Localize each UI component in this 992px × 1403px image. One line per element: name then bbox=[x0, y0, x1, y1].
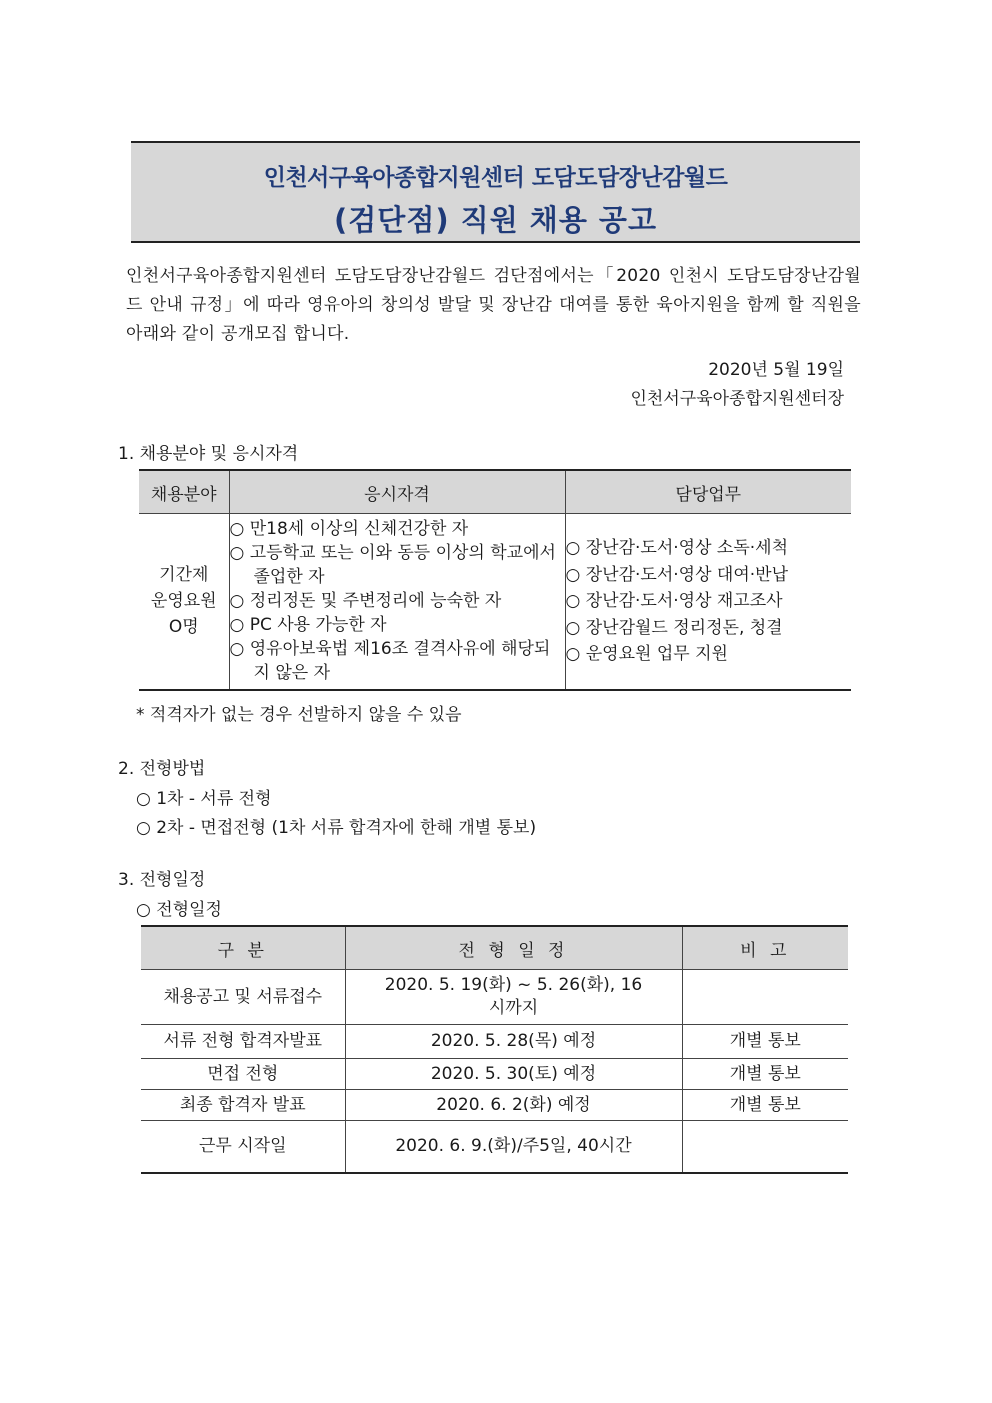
announcement-date: 2020년 5월 19일 bbox=[708, 360, 844, 380]
row-date: 2020. 5. 30(토) 예정 bbox=[345, 1059, 682, 1090]
schedule-table bbox=[141, 925, 848, 1174]
qualification-cell bbox=[229, 514, 565, 690]
row-name: 채용공고 및 서류접수 bbox=[141, 970, 345, 1025]
qualification-item: ○ 영유아보육법 제16조 결격사유에 해당되지 않은 자 bbox=[229, 639, 551, 684]
row-name: 면접 전형 bbox=[141, 1059, 345, 1090]
field-line: O명 bbox=[168, 617, 199, 638]
row-date: 2020. 6. 2(화) 예정 bbox=[345, 1090, 682, 1121]
table-row bbox=[141, 970, 848, 1025]
header-remark: 비 고 bbox=[682, 926, 848, 970]
page-title-line1: 인천서구육아종합지원센터 도담도담장난감월드 bbox=[263, 165, 728, 191]
row-date: 2020. 5. 28(목) 예정 bbox=[345, 1025, 682, 1059]
row-note: 개별 통보 bbox=[682, 1025, 848, 1059]
duty-item: ○ 운영요원 업무 지원 bbox=[565, 644, 728, 664]
selection-note: * 적격자가 없는 경우 선발하지 않을 수 있음 bbox=[136, 705, 462, 725]
header-qualification: 응시자격 bbox=[229, 470, 565, 514]
field-cell bbox=[139, 514, 229, 690]
row-date-text: 2020. 5. 19(화) ~ 5. 26(화), 16시까지 bbox=[384, 975, 643, 1018]
qualification-item: ○ 만18세 이상의 신체건강한 자 bbox=[229, 519, 469, 540]
table-header-row bbox=[139, 470, 851, 514]
table-row bbox=[141, 1059, 848, 1090]
intro-paragraph: 인천서구육아종합지원센터 도담도담장난감월드 검단점에서는「2020 인천시 도담도담장난감월드 안내 규정」에 따라 영유아의 창의성 발달 및 장난감 대여를 통한 육아지원을 함께 할 직원을 아래와 같이 공개모집 합니다. bbox=[126, 266, 861, 344]
row-name: 서류 전형 합격자발표 bbox=[141, 1025, 345, 1059]
method-item: ○ 1차 - 서류 전형 bbox=[136, 789, 272, 809]
header-duty: 담당업무 bbox=[565, 470, 851, 514]
section3-heading: 3. 전형일정 bbox=[118, 870, 206, 890]
header-schedule: 전 형 일 정 bbox=[345, 926, 682, 970]
qualification-item: ○ 정리정돈 및 주변정리에 능숙한 자 bbox=[229, 591, 502, 612]
row-date: 2020. 6. 9.(화)/주5일, 40시간 bbox=[345, 1121, 682, 1173]
row-note: 개별 통보 bbox=[682, 1090, 848, 1121]
recruit-table bbox=[139, 469, 851, 691]
section2-heading: 2. 전형방법 bbox=[118, 759, 206, 779]
header-field: 채용분야 bbox=[139, 470, 229, 514]
table-row bbox=[141, 1121, 848, 1173]
row-name: 근무 시작일 bbox=[141, 1121, 345, 1173]
duty-item: ○ 장난감월드 정리정돈, 청결 bbox=[565, 617, 783, 638]
qualification-item: ○ 고등학교 또는 이와 동등 이상의 학교에서 졸업한 자 bbox=[229, 543, 556, 588]
method-item: ○ 2차 - 면접전형 (1차 서류 합격자에 한해 개별 통보) bbox=[136, 818, 537, 838]
page-title-line2: (검단점) 직원 채용 공고 bbox=[334, 203, 657, 237]
field-line: 기간제 bbox=[159, 565, 209, 586]
row-note: 개별 통보 bbox=[682, 1059, 848, 1090]
header-category: 구 분 bbox=[141, 926, 345, 970]
field-line: 운영요원 bbox=[150, 591, 217, 612]
row-date bbox=[345, 970, 682, 1025]
table-row bbox=[141, 1090, 848, 1121]
duty-item: ○ 장난감·도서·영상 소독·세척 bbox=[565, 538, 788, 558]
section1-heading: 1. 채용분야 및 응시자격 bbox=[118, 444, 299, 464]
qualification-item: ○ PC 사용 가능한 자 bbox=[229, 615, 387, 636]
table-header-row bbox=[141, 926, 848, 970]
row-note bbox=[682, 970, 848, 1025]
title-box bbox=[131, 141, 860, 243]
duty-item: ○ 장난감·도서·영상 재고조사 bbox=[565, 591, 783, 611]
row-name: 최종 합격자 발표 bbox=[141, 1090, 345, 1121]
signer: 인천서구육아종합지원센터장 bbox=[630, 389, 844, 409]
row-note bbox=[682, 1121, 848, 1173]
table-row bbox=[141, 1025, 848, 1059]
duty-cell bbox=[565, 514, 851, 690]
schedule-subheading: ○ 전형일정 bbox=[136, 900, 222, 920]
table-row bbox=[139, 514, 851, 690]
duty-item: ○ 장난감·도서·영상 대여·반납 bbox=[565, 564, 788, 585]
